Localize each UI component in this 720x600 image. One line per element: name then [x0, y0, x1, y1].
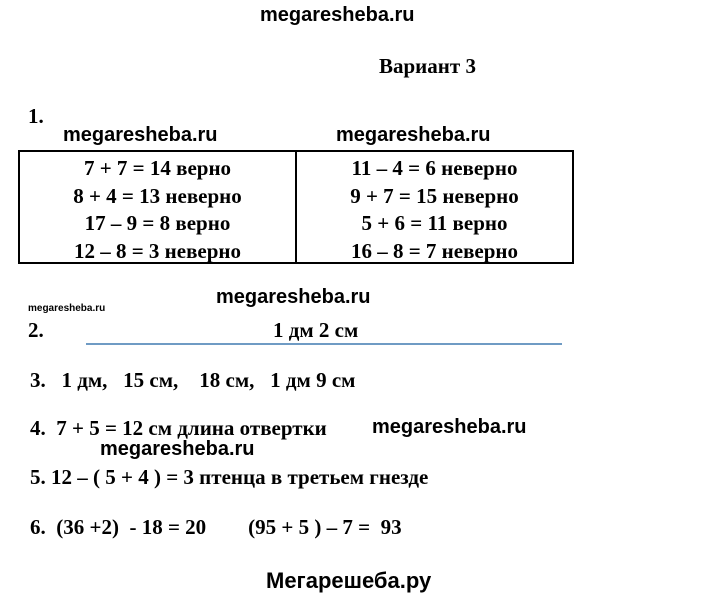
task1-right-line-3: 5 + 6 = 11 верно — [361, 211, 508, 235]
watermark-top: megaresheba.ru — [260, 4, 415, 26]
task1-right-line-2: 9 + 7 = 15 неверно — [350, 183, 519, 208]
watermark-table-left: megaresheba.ru — [63, 124, 218, 146]
variant-title: Вариант 3 — [379, 54, 476, 78]
task1-left-line-3: 17 – 9 = 8 верно — [84, 211, 231, 235]
watermark-mid: megaresheba.ru — [216, 286, 371, 308]
task1-left-line-4: 12 – 8 = 3 неверно — [73, 238, 242, 263]
task1-left-column — [20, 152, 295, 262]
task6-line: 6. (36 +2) - 18 = 20 (95 + 5 ) – 7 = 93 — [30, 515, 402, 539]
watermark-task5: megaresheba.ru — [100, 438, 255, 460]
task2-number: 2. — [28, 318, 44, 342]
task2-segment — [86, 343, 562, 345]
task1-number: 1. — [28, 104, 44, 128]
task1-table — [18, 150, 574, 264]
task2-label: 1 дм 2 см — [273, 318, 359, 342]
task1-left-line-1: 7 + 7 = 14 верно — [83, 156, 232, 180]
task1-right-column — [295, 152, 572, 262]
task3-line: 3. 1 дм, 15 см, 18 см, 1 дм 9 см — [30, 368, 356, 392]
task4-line: 4. 7 + 5 = 12 см длина отвертки — [30, 416, 327, 440]
task1-left-line-2: 8 + 4 = 13 неверно — [73, 183, 242, 208]
footer-watermark: Мегарешеба.ру — [266, 568, 432, 593]
watermark-small: megaresheba.ru — [28, 303, 106, 314]
task1-right-line-1: 11 – 4 = 6 неверно — [351, 156, 518, 180]
watermark-table-right: megaresheba.ru — [336, 124, 491, 146]
task5-line: 5. 12 – ( 5 + 4 ) = 3 птенца в третьем гнезде — [30, 465, 429, 489]
task1-right-line-4: 16 – 8 = 7 неверно — [350, 238, 519, 263]
watermark-task4: megaresheba.ru — [372, 416, 527, 438]
